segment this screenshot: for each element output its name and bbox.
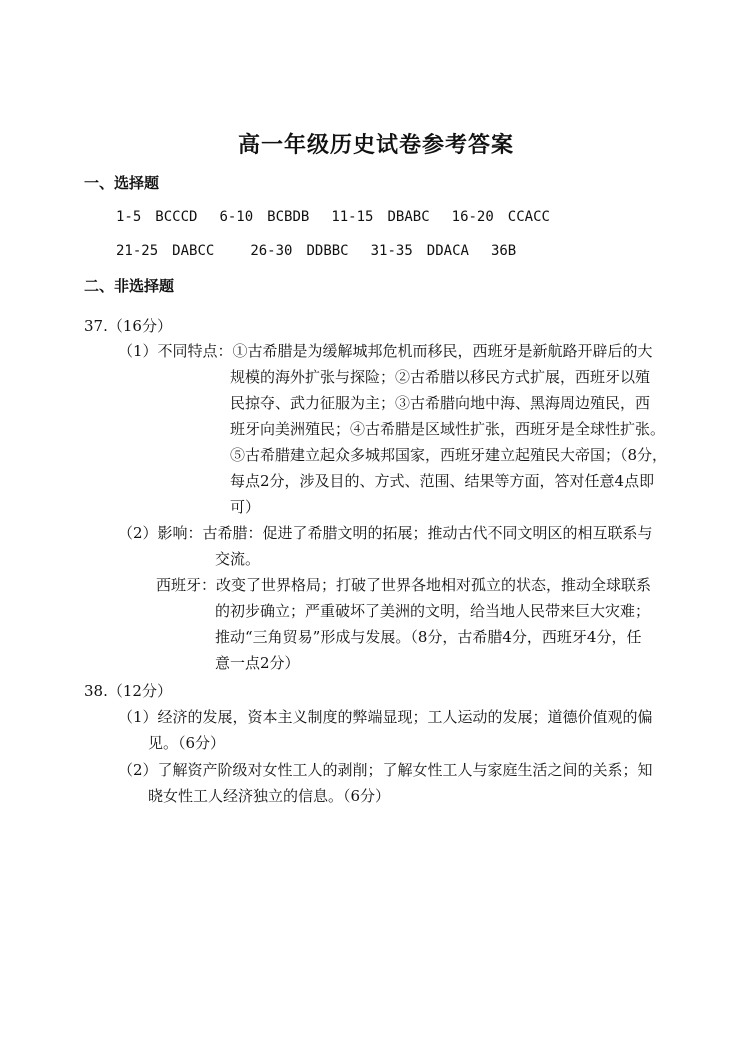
page-title: 高一年级历史试卷参考答案 (237, 132, 514, 158)
q38-label: 38.（12分） (84, 682, 172, 700)
range-label: 11-15 (331, 209, 374, 225)
q37-part2-spain-line: 意一点2分） (215, 654, 300, 672)
range-label: 21-25 (116, 243, 159, 259)
q37-part1-line: 民掠夺、武力征服为主；③古希腊向地中海、黑海周边殖民，西 (230, 394, 651, 412)
answer-value: DABCC (172, 243, 215, 259)
q37-part2-spain-line: 推动“三角贸易”形成与发展。（8分，古希腊4分，西班牙4分，任 (215, 628, 642, 646)
q37-part1-line: 班牙向美洲殖民；④古希腊是区域性扩张，西班牙是全球性扩张。 (230, 420, 666, 438)
q38-part2-lead: （2）了解资产阶级对女性工人的剥削；了解女性工人与家庭生活之间的关系；知 (118, 761, 653, 779)
q37-label: 37.（16分） (84, 317, 172, 335)
answer-value: DDBBC (306, 243, 349, 259)
q37-part2-spain-lead: 西班牙：改变了世界格局；打破了世界各地相对孤立的状态，推动全球联系 (156, 576, 652, 594)
q37-part1-lead: （1）不同特点：①古希腊是为缓解城邦危机而移民，西班牙是新航路开辟后的大 (118, 342, 653, 360)
q38-part2-cont: 晓女性工人经济独立的信息。（6分） (148, 787, 391, 805)
answer-value: CCACC (507, 209, 550, 225)
q38-part1-lead: （1）经济的发展，资本主义制度的弊端显现；工人运动的发展；道德价值观的偏 (118, 708, 653, 726)
range-label: 1-5 (116, 209, 142, 225)
q37-part2-cont: 交流。 (215, 550, 261, 568)
q37-part1-line: ⑤古希腊建立起众多城邦国家，西班牙建立起殖民大帝国；（8分， (230, 446, 668, 464)
range-label: 16-20 (451, 209, 494, 225)
choice-answers-row-1 (116, 207, 550, 227)
q37-part2-spain-line: 的初步确立；严重破坏了美洲的文明，给当地人民带来巨大灾难； (215, 602, 651, 620)
range-label: 6-10 (219, 209, 254, 225)
q38-part1-cont: 见。（6分） (148, 734, 226, 752)
q37-part1-line: 规模的海外扩张与探险；②古希腊以移民方式扩展，西班牙以殖 (230, 368, 651, 386)
range-label: 36B (490, 243, 517, 259)
answer-value: BCBDB (267, 209, 310, 225)
section-heading-choice: 一、选择题 (84, 174, 160, 192)
section-heading-non-choice: 二、非选择题 (84, 277, 175, 295)
answer-value: DBABC (387, 209, 430, 225)
q37-part1-line: 可） (230, 498, 261, 516)
q37-part2-lead: （2）影响：古希腊：促进了希腊文明的拓展；推动古代不同文明区的相互联系与 (118, 524, 653, 542)
q37-part1-line: 每点2分，涉及目的、方式、范围、结果等方面，答对任意4点即 (230, 472, 655, 490)
answer-value: DDACA (426, 243, 469, 259)
answer-value: BCCCD (155, 209, 198, 225)
range-label: 31-35 (370, 243, 413, 259)
choice-answers-row-2 (116, 241, 516, 261)
range-label: 26-30 (250, 243, 293, 259)
